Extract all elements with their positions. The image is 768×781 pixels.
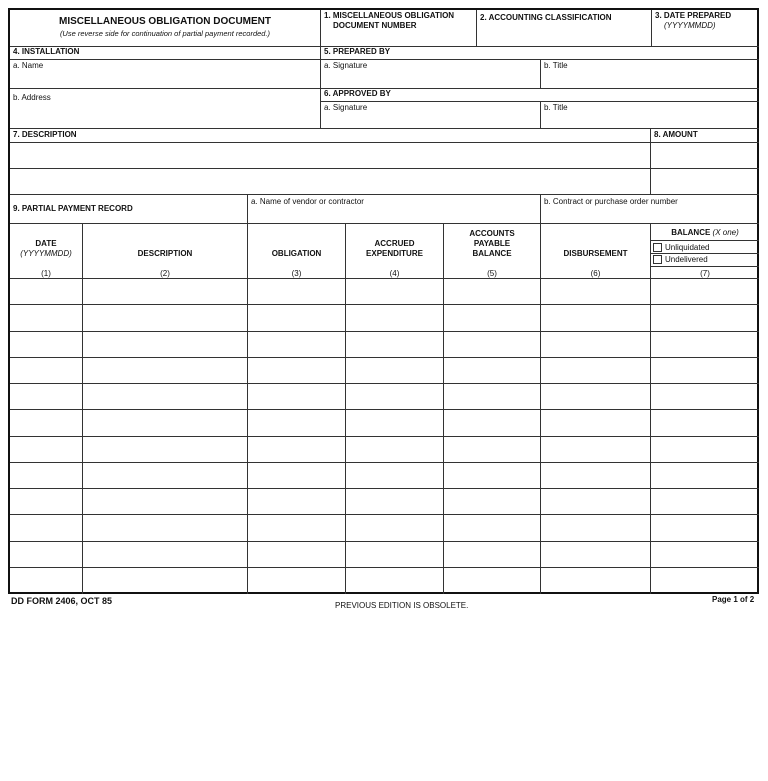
- form-title: MISCELLANEOUS OBLIGATION DOCUMENT: [58, 16, 272, 27]
- table-cell[interactable]: [444, 384, 541, 410]
- table-cell[interactable]: [248, 463, 346, 489]
- table-cell[interactable]: [346, 489, 444, 515]
- payment-table-body: [10, 279, 759, 594]
- col-disbursement-header: [541, 224, 651, 279]
- date-prepared-label: 3. DATE PREPARED (YYYYMMDD): [655, 11, 732, 30]
- col-obligation-header: [248, 224, 346, 279]
- table-cell[interactable]: [83, 568, 248, 594]
- approved-title-field[interactable]: b. Title: [544, 103, 568, 112]
- col-balance-header: [651, 224, 759, 279]
- table-row: [10, 542, 759, 568]
- unliquidated-checkbox[interactable]: [653, 243, 662, 252]
- table-cell[interactable]: [10, 358, 83, 384]
- prepared-title-field[interactable]: b. Title: [544, 61, 568, 70]
- table-cell[interactable]: [651, 305, 759, 331]
- table-cell[interactable]: [10, 279, 83, 305]
- table-cell[interactable]: [83, 410, 248, 436]
- table-row: [10, 358, 759, 384]
- col-date-header: [10, 224, 83, 279]
- unliquidated-label: Unliquidated: [665, 243, 710, 252]
- description-header-label: DESCRIPTION: [137, 249, 193, 258]
- col-number-1: (1): [41, 269, 51, 278]
- table-row: [10, 489, 759, 515]
- table-cell[interactable]: [248, 332, 346, 358]
- table-cell[interactable]: [10, 542, 83, 568]
- obligation-header-label: OBLIGATION: [271, 249, 322, 258]
- table-row: [10, 437, 759, 463]
- table-cell[interactable]: [346, 332, 444, 358]
- table-cell[interactable]: [10, 463, 83, 489]
- table-cell[interactable]: [346, 279, 444, 305]
- date-header-label: DATE: [35, 239, 57, 248]
- form-note: (Use reverse side for continuation of partial payment recorded.): [59, 29, 271, 38]
- prepared-approved-block: [321, 47, 759, 129]
- date-prepared-field[interactable]: [652, 10, 759, 47]
- approved-signature-field[interactable]: a. Signature: [324, 103, 368, 112]
- table-cell[interactable]: [83, 515, 248, 541]
- table-row: [10, 463, 759, 489]
- table-cell[interactable]: [651, 332, 759, 358]
- table-cell[interactable]: [346, 305, 444, 331]
- installation-block: [10, 47, 321, 129]
- installation-name-field[interactable]: a. Name: [13, 61, 44, 70]
- vendor-name-label: a. Name of vendor or contractor: [251, 197, 364, 206]
- col-accrued-header: [346, 224, 444, 279]
- col-number-7: (7): [700, 269, 710, 278]
- table-cell[interactable]: [346, 568, 444, 594]
- partial-payment-label: 9. PARTIAL PAYMENT RECORD: [13, 204, 133, 213]
- table-cell[interactable]: [651, 515, 759, 541]
- approved-by-label: 6. APPROVED BY: [324, 89, 391, 98]
- table-cell[interactable]: [444, 358, 541, 384]
- table-cell[interactable]: [541, 410, 651, 436]
- table-cell[interactable]: [346, 384, 444, 410]
- table-cell[interactable]: [83, 384, 248, 410]
- table-row: [10, 332, 759, 358]
- undelivered-checkbox[interactable]: [653, 255, 662, 264]
- table-cell[interactable]: [541, 279, 651, 305]
- table-cell[interactable]: [651, 489, 759, 515]
- table-cell[interactable]: [651, 384, 759, 410]
- table-cell[interactable]: [651, 279, 759, 305]
- col-number-6: (6): [590, 269, 601, 278]
- table-row: [10, 568, 759, 594]
- form-id: DD FORM 2406, OCT 85: [11, 596, 113, 606]
- table-cell[interactable]: [83, 489, 248, 515]
- balance-header-label: BALANCE: [472, 249, 512, 258]
- prepared-by-label: 5. PREPARED BY: [324, 47, 391, 56]
- partial-payment-block: [10, 195, 248, 224]
- expenditure-header-label: EXPENDITURE: [366, 249, 423, 258]
- table-cell[interactable]: [83, 332, 248, 358]
- table-cell[interactable]: [541, 515, 651, 541]
- accounts-header-label: ACCOUNTS: [469, 229, 515, 238]
- form-title-block: [10, 10, 321, 47]
- contract-number-label: b. Contract or purchase order number: [544, 197, 678, 206]
- table-cell[interactable]: [83, 358, 248, 384]
- balance-type-hint: (X one): [712, 228, 739, 237]
- table-cell[interactable]: [541, 305, 651, 331]
- table-cell[interactable]: [248, 437, 346, 463]
- table-cell[interactable]: [444, 515, 541, 541]
- table-cell[interactable]: [248, 279, 346, 305]
- table-cell[interactable]: [83, 542, 248, 568]
- table-cell[interactable]: [541, 384, 651, 410]
- table-cell[interactable]: [541, 542, 651, 568]
- table-cell[interactable]: [83, 305, 248, 331]
- table-cell[interactable]: [444, 279, 541, 305]
- balance-type-label: BALANCE: [671, 228, 711, 237]
- col-number-3: (3): [291, 269, 302, 278]
- col-number-5: (5): [487, 269, 497, 278]
- accounting-classification-label: 2. ACCOUNTING CLASSIFICATION: [480, 13, 612, 22]
- amount-label: 8. AMOUNT: [654, 130, 698, 139]
- balance-type-header: [651, 228, 759, 238]
- col-number-4: (4): [389, 269, 400, 278]
- table-cell[interactable]: [83, 437, 248, 463]
- table-cell[interactable]: [346, 358, 444, 384]
- table-cell[interactable]: [541, 358, 651, 384]
- table-cell[interactable]: [248, 542, 346, 568]
- payable-header-label: PAYABLE: [473, 239, 511, 248]
- table-cell[interactable]: [651, 463, 759, 489]
- table-row: [10, 384, 759, 410]
- table-cell[interactable]: [444, 332, 541, 358]
- table-cell[interactable]: [10, 437, 83, 463]
- table-cell[interactable]: [346, 437, 444, 463]
- table-cell[interactable]: [651, 358, 759, 384]
- document-number-label: 1. MISCELLANEOUS OBLIGATION DOCUMENT NUMBER: [324, 11, 455, 30]
- description-block[interactable]: [10, 129, 651, 195]
- col-payable-header: [444, 224, 541, 279]
- col-number-2: (2): [160, 269, 170, 278]
- table-cell[interactable]: [346, 463, 444, 489]
- table-cell[interactable]: [444, 305, 541, 331]
- table-cell[interactable]: [10, 384, 83, 410]
- installation-address-field[interactable]: b. Address: [13, 93, 51, 102]
- accounting-classification-field[interactable]: [477, 10, 652, 47]
- table-cell[interactable]: [10, 568, 83, 594]
- table-cell[interactable]: [541, 437, 651, 463]
- page-number: Page 1 of 2: [712, 595, 755, 604]
- table-cell[interactable]: [651, 410, 759, 436]
- table-cell[interactable]: [83, 463, 248, 489]
- table-cell[interactable]: [248, 305, 346, 331]
- table-cell[interactable]: [346, 410, 444, 436]
- edition-note: PREVIOUS EDITION IS OBSOLETE.: [335, 601, 469, 610]
- table-cell[interactable]: [248, 568, 346, 594]
- amount-block[interactable]: [651, 129, 759, 195]
- table-cell[interactable]: [10, 489, 83, 515]
- document-number-field[interactable]: [321, 10, 477, 47]
- undelivered-label: Undelivered: [665, 255, 708, 264]
- table-cell[interactable]: [444, 410, 541, 436]
- table-cell[interactable]: [444, 463, 541, 489]
- table-row: [10, 515, 759, 541]
- obligation-form: [8, 8, 759, 594]
- table-cell[interactable]: [10, 332, 83, 358]
- table-cell[interactable]: [651, 542, 759, 568]
- accrued-header-label: ACCRUED: [374, 239, 415, 248]
- table-cell[interactable]: [541, 463, 651, 489]
- table-cell[interactable]: [346, 515, 444, 541]
- table-cell[interactable]: [651, 437, 759, 463]
- table-cell[interactable]: [248, 358, 346, 384]
- table-row: [10, 410, 759, 436]
- table-cell[interactable]: [444, 437, 541, 463]
- table-cell[interactable]: [248, 489, 346, 515]
- date-header-hint: (YYYYMMDD): [20, 249, 72, 258]
- table-cell[interactable]: [248, 515, 346, 541]
- table-cell[interactable]: [346, 542, 444, 568]
- table-cell[interactable]: [541, 489, 651, 515]
- description-label: 7. DESCRIPTION: [13, 130, 77, 139]
- table-row: [10, 305, 759, 331]
- table-cell[interactable]: [651, 568, 759, 594]
- contract-number-field[interactable]: [541, 195, 759, 224]
- table-cell[interactable]: [444, 489, 541, 515]
- table-cell[interactable]: [10, 410, 83, 436]
- col-description-header: [83, 224, 248, 279]
- disbursement-header-label: DISBURSEMENT: [563, 249, 628, 258]
- table-cell[interactable]: [541, 568, 651, 594]
- table-cell[interactable]: [10, 515, 83, 541]
- table-row: [10, 279, 759, 305]
- table-cell[interactable]: [541, 332, 651, 358]
- installation-label: 4. INSTALLATION: [13, 47, 80, 56]
- table-cell[interactable]: [83, 279, 248, 305]
- table-cell[interactable]: [444, 568, 541, 594]
- table-cell[interactable]: [248, 410, 346, 436]
- table-cell[interactable]: [10, 305, 83, 331]
- prepared-signature-field[interactable]: a. Signature: [324, 61, 368, 70]
- table-cell[interactable]: [444, 542, 541, 568]
- vendor-name-field[interactable]: [248, 195, 541, 224]
- table-cell[interactable]: [248, 384, 346, 410]
